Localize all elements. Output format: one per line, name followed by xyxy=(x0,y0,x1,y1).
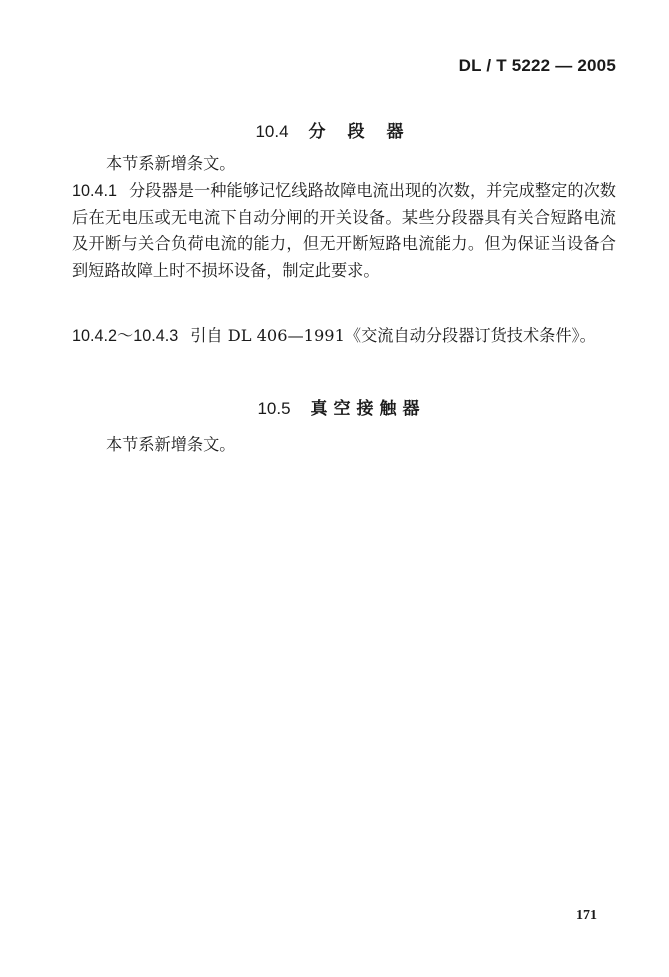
clause-text: 分段器是一种能够记忆线路故障电流出现的次数，并完成整定的次数后在无电压或无电流下自动分闸的开关设备。某些分段器具有关合短路电流及开断与关合负荷电流的能力，但无开断短路电流能力。但为保证当设备合到短路故障上时不损坏设备，制定此要求。 xyxy=(72,181,616,280)
clause-text: 引自 DL 406—1991《交流自动分段器订货技术条件》。 xyxy=(190,326,596,345)
standard-code-header: DL / T 5222 — 2005 xyxy=(458,56,616,75)
clause-10-4-1 xyxy=(72,178,616,284)
clause-number: 10.4.2～10.4.3 xyxy=(72,327,179,345)
page-number: 171 xyxy=(576,908,597,923)
section-heading-10-5 xyxy=(0,394,669,419)
section-title: 真空接触器 xyxy=(310,399,426,419)
section-note: 本节系新增条文。 xyxy=(106,435,236,454)
section-heading-10-4 xyxy=(0,117,669,142)
section-note: 本节系新增条文。 xyxy=(106,154,236,173)
section-number: 10.5 xyxy=(257,399,291,418)
section-number: 10.4 xyxy=(255,122,289,141)
clause-10-4-2 xyxy=(72,323,616,350)
clause-number: 10.4.1 xyxy=(72,182,118,200)
section-title: 分段器 xyxy=(308,122,426,142)
